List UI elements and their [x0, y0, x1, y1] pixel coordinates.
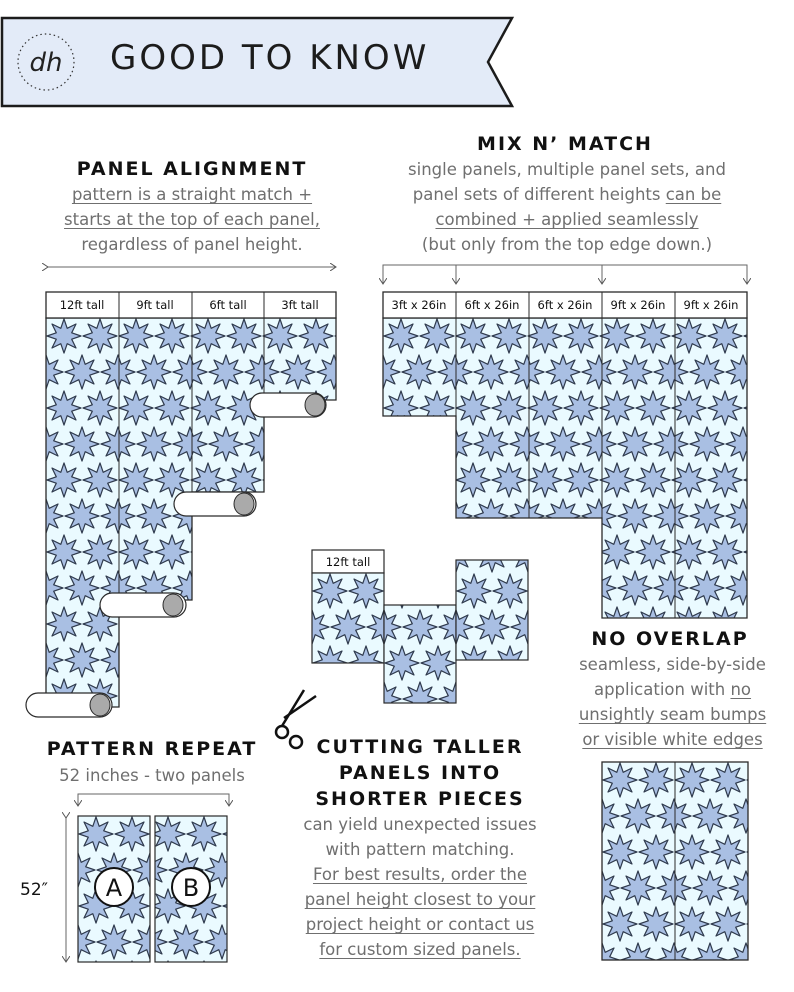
pattern-repeat-diagram [20, 794, 229, 962]
mm-label-4: 9ft x 26in [610, 298, 666, 312]
scissors-icon [276, 690, 316, 748]
logo-mark: dh [29, 48, 63, 78]
no-overlap-title: NO OVERLAP [591, 628, 749, 650]
banner-title: GOOD TO KNOW [110, 38, 430, 78]
panel-alignment-line2: starts at the top of each panel, [64, 210, 320, 229]
cutting-line3: For best results, order the [312, 865, 528, 884]
pa-label-1: 12ft tall [59, 298, 105, 312]
pattern-repeat-subtitle: 52 inches - two panels [59, 766, 245, 785]
mix-match-line4: (but only from the top edge down.) [421, 235, 713, 254]
cutting-title-line3: SHORTER PIECES [315, 788, 525, 810]
panel-alignment-diagram [26, 267, 336, 717]
panel-alignment-title: PANEL ALIGNMENT [76, 158, 308, 180]
mix-match-line1: single panels, multiple panel sets, and [408, 160, 726, 179]
pa-label-2: 9ft tall [136, 298, 174, 312]
no-overlap-line1: seamless, side-by-side [579, 655, 766, 674]
pa-label-4: 3ft tall [281, 298, 319, 312]
panel-a-label: A [105, 874, 123, 902]
cutting-panel-label: 12ft tall [325, 555, 371, 569]
no-overlap-diagram [602, 762, 748, 960]
no-overlap-line2b: no [730, 680, 752, 699]
mix-match-line2b: can be [665, 185, 722, 204]
pa-label-3: 6ft tall [209, 298, 247, 312]
roll-3ft [250, 393, 326, 417]
mm-label-1: 3ft x 26in [391, 298, 447, 312]
cutting-diagram [276, 550, 528, 748]
panel-b-label: B [182, 874, 200, 902]
panel-alignment-line1: pattern is a straight match + [71, 185, 313, 204]
mix-match-diagram [383, 265, 747, 618]
no-overlap-line3: unsightly seam bumps [578, 705, 767, 724]
mm-label-5: 9ft x 26in [683, 298, 739, 312]
cutting-title-line2: PANELS INTO [338, 762, 502, 784]
cutting-line4: panel height closest to your [304, 890, 536, 909]
pattern-repeat-title: PATTERN REPEAT [46, 738, 258, 760]
cutting-line1: can yield unexpected issues [303, 815, 537, 834]
panel-alignment-line3: regardless of panel height. [81, 235, 303, 254]
cutting-line5: project height or contact us [305, 915, 535, 934]
cutting-line6: for custom sized panels. [319, 940, 521, 959]
mix-match-title: MIX N’ MATCH [477, 133, 653, 155]
cutting-line2: with pattern matching. [325, 840, 515, 859]
roll-6ft [174, 492, 256, 516]
cutting-title-line1: CUTTING TALLER [316, 736, 524, 758]
no-overlap-line2a: application with [593, 680, 731, 699]
mix-match-line2a: panel sets of different heights [412, 185, 666, 204]
roll-9ft [100, 593, 186, 617]
mm-label-2: 6ft x 26in [464, 298, 520, 312]
no-overlap-line4: or visible white edges [582, 730, 763, 749]
mix-match-line3: combined + applied seamlessly [435, 210, 699, 229]
repeat-height-label: 52″ [20, 880, 48, 900]
roll-12ft [26, 693, 112, 717]
mm-label-3: 6ft x 26in [537, 298, 593, 312]
